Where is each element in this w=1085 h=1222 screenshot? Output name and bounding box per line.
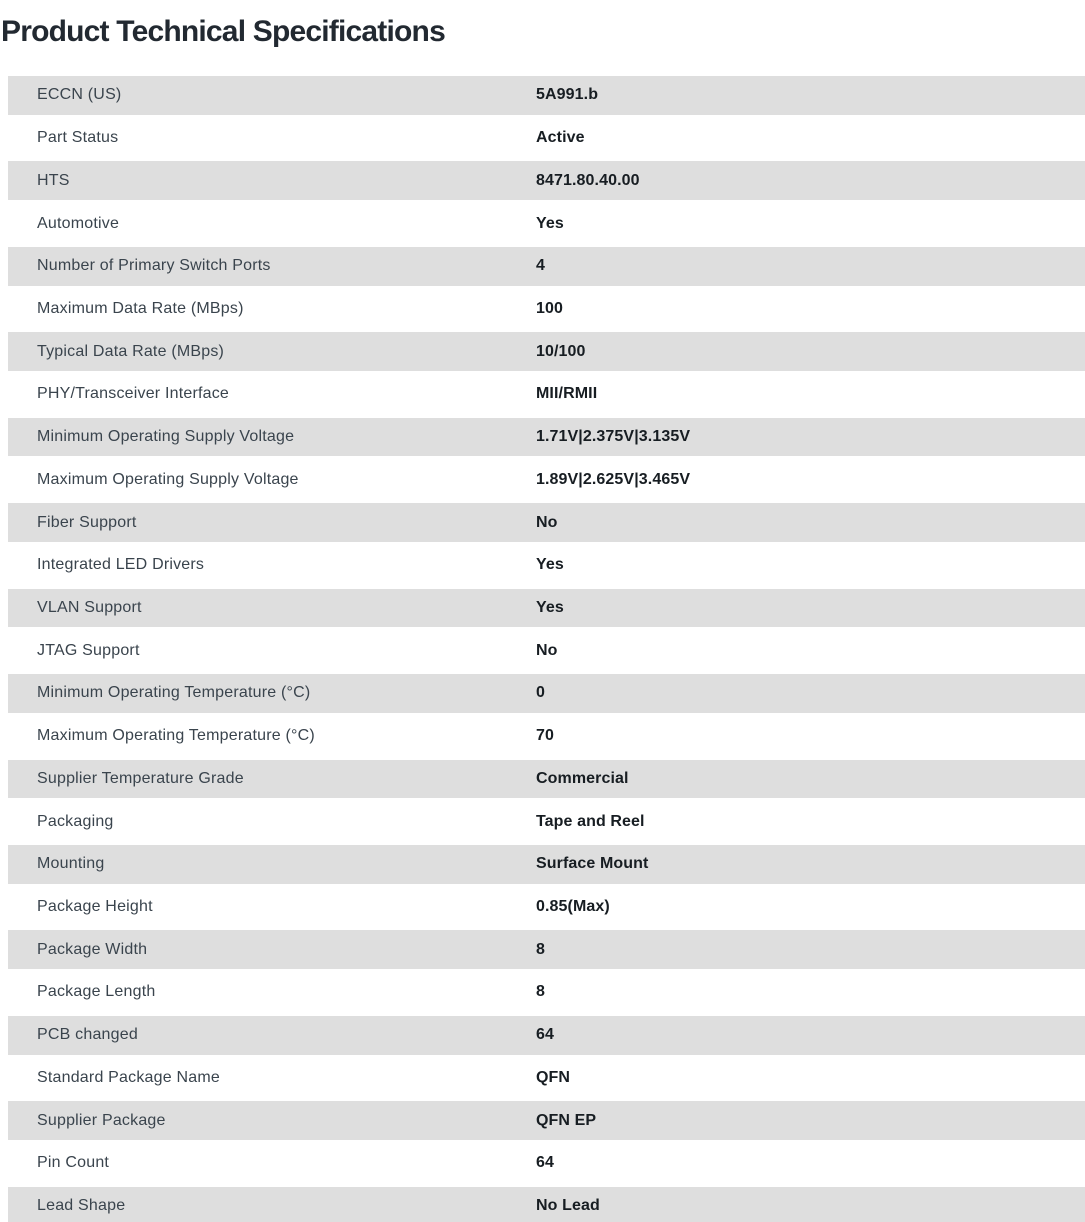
spec-label: JTAG Support <box>37 641 140 659</box>
spec-value: 0 <box>536 684 545 702</box>
spec-label: Maximum Operating Supply Voltage <box>37 470 299 488</box>
spec-value: 8471.80.40.00 <box>536 171 640 189</box>
spec-value: Active <box>536 129 585 147</box>
table-row <box>8 373 1085 416</box>
spec-label: Supplier Package <box>37 1111 166 1129</box>
spec-value: 100 <box>536 299 563 317</box>
table-row <box>8 886 1085 929</box>
spec-value: 8 <box>536 983 545 1001</box>
table-row <box>8 629 1085 672</box>
spec-label: Typical Data Rate (MBps) <box>37 342 225 360</box>
spec-value: 64 <box>536 1154 554 1172</box>
spec-label: Maximum Data Rate (MBps) <box>37 299 244 317</box>
spec-value: 1.71V|2.375V|3.135V <box>536 428 691 446</box>
table-row <box>8 1099 1085 1142</box>
table-row <box>8 544 1085 587</box>
spec-label: Automotive <box>37 214 120 232</box>
spec-value: Commercial <box>536 769 629 787</box>
spec-label: Package Width <box>37 940 148 958</box>
table-row <box>8 928 1085 971</box>
table-row <box>8 1057 1085 1100</box>
spec-value: QFN EP <box>536 1111 597 1129</box>
spec-table <box>0 74 1085 1222</box>
spec-value: 0.85(Max) <box>536 898 610 916</box>
spec-value: 64 <box>536 1026 554 1044</box>
spec-value: 5A991.b <box>536 86 599 104</box>
table-row <box>8 202 1085 245</box>
spec-label: Package Length <box>37 983 156 1001</box>
spec-label: Mounting <box>37 855 105 873</box>
spec-label: Standard Package Name <box>37 1068 220 1086</box>
table-row <box>8 159 1085 202</box>
spec-value: 10/100 <box>536 342 586 360</box>
spec-value: 1.89V|2.625V|3.465V <box>536 470 691 488</box>
spec-label: Pin Count <box>37 1154 110 1172</box>
spec-value: No <box>536 513 558 531</box>
spec-value: No Lead <box>536 1197 600 1215</box>
spec-label: ECCN (US) <box>37 86 122 104</box>
spec-value: Surface Mount <box>536 855 649 873</box>
table-row <box>8 1014 1085 1057</box>
table-row <box>8 672 1085 715</box>
spec-label: Fiber Support <box>37 513 137 531</box>
table-row <box>8 245 1085 288</box>
spec-value: Yes <box>536 598 564 616</box>
spec-label: Lead Shape <box>37 1197 126 1215</box>
table-row <box>8 843 1085 886</box>
table-row <box>8 458 1085 501</box>
table-row <box>8 587 1085 630</box>
table-row <box>8 1185 1085 1222</box>
table-row <box>8 1142 1085 1185</box>
spec-label: Maximum Operating Temperature (°C) <box>37 727 315 745</box>
spec-value: 4 <box>536 257 545 275</box>
spec-label: Minimum Operating Supply Voltage <box>37 428 295 446</box>
spec-value: Yes <box>536 556 564 574</box>
spec-label: Package Height <box>37 898 153 916</box>
table-row <box>8 330 1085 373</box>
spec-label: Packaging <box>37 812 114 830</box>
spec-label: PCB changed <box>37 1026 138 1044</box>
table-row <box>8 758 1085 801</box>
table-row <box>8 74 1085 117</box>
spec-value: Tape and Reel <box>536 812 645 830</box>
table-row <box>8 117 1085 160</box>
table-row <box>8 971 1085 1014</box>
spec-label: HTS <box>37 171 70 189</box>
spec-label: Supplier Temperature Grade <box>37 769 244 787</box>
spec-value: MII/RMII <box>536 385 598 403</box>
spec-label: Minimum Operating Temperature (°C) <box>37 684 311 702</box>
spec-value: 70 <box>536 727 554 745</box>
page-title: Product Technical Specifications <box>1 15 445 48</box>
table-row <box>8 800 1085 843</box>
table-row <box>8 416 1085 459</box>
spec-value: 8 <box>536 940 545 958</box>
spec-label: VLAN Support <box>37 598 142 616</box>
spec-value: No <box>536 641 558 659</box>
table-row <box>8 288 1085 331</box>
spec-value: QFN <box>536 1068 571 1086</box>
spec-label: PHY/Transceiver Interface <box>37 385 230 403</box>
spec-label: Integrated LED Drivers <box>37 556 205 574</box>
spec-label: Part Status <box>37 129 119 147</box>
spec-label: Number of Primary Switch Ports <box>37 257 271 275</box>
spec-value: Yes <box>536 214 564 232</box>
table-row <box>8 501 1085 544</box>
table-row <box>8 715 1085 758</box>
